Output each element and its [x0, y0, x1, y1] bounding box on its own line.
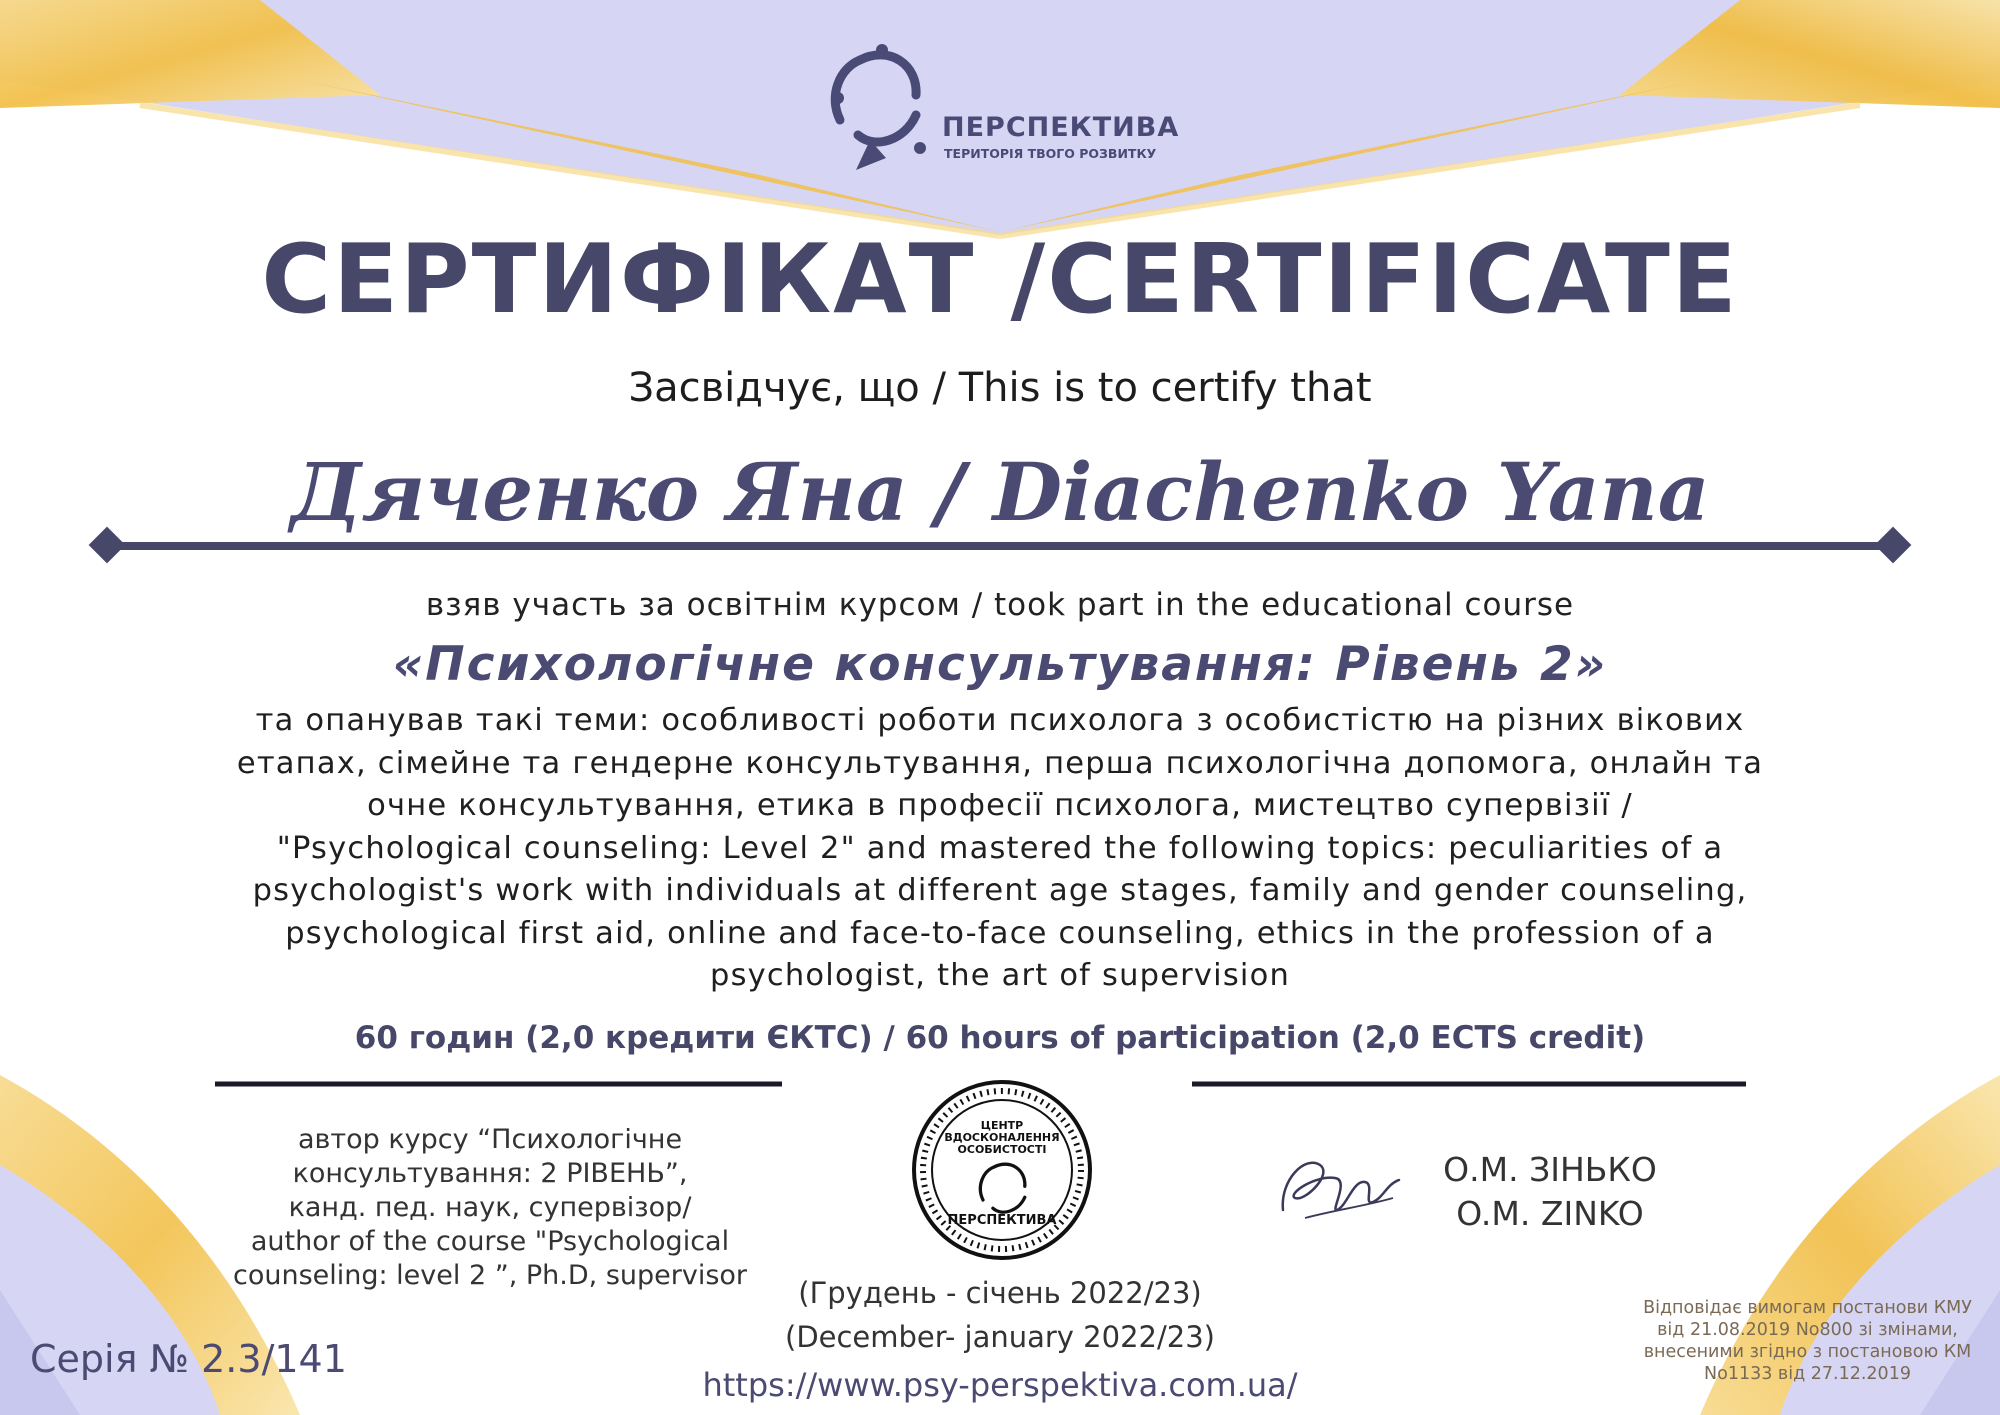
dates-line: (Грудень - січень 2022/23) — [798, 1276, 1202, 1310]
regulatory-compliance-note — [1620, 1297, 1995, 1385]
triskelion-logo-icon — [820, 40, 944, 180]
signer-line: О.М. ЗІНЬКО — [1443, 1150, 1657, 1189]
compliance-line: внесеними згідно з постановою КМ — [1643, 1342, 1972, 1362]
logo-name: ПЕРСПЕКТИВА — [942, 112, 1180, 143]
topics-line: "Psychological counseling: Level 2" and mastered the following topics: peculiarities of a — [276, 830, 1724, 866]
course-dates — [770, 1271, 1230, 1359]
dates-line: (December- january 2022/23) — [785, 1320, 1215, 1354]
author-line: author of the course "Psychological — [250, 1226, 730, 1257]
topics-line: та опанував такі теми: особливості роботи психолога з особистістю на різних вікових — [255, 703, 1745, 738]
author-line: консультування: 2 РІВЕНЬ”, — [292, 1158, 688, 1189]
official-seal — [910, 1078, 1094, 1262]
handwritten-signature — [1275, 1140, 1405, 1230]
topics-line: psychologist's work with individuals at different age stages, family and gender counseling, — [252, 873, 1748, 908]
hours-credits: 60 годин (2,0 кредити ЄКТС) / 60 hours of participation (2,0 ECTS credit) — [354, 1020, 1646, 1056]
author-line: канд. пед. наук, супервізор/ — [288, 1192, 692, 1223]
topics-line: psychologist, the art of supervision — [710, 958, 1290, 993]
signer-line: O.M. ZINKO — [1456, 1194, 1644, 1233]
certificate-series-number: Серія № 2.3/141 — [30, 1337, 347, 1381]
author-line: counseling: level 2 ”, Ph.D, supervisor — [232, 1260, 748, 1291]
signer-name — [1400, 1148, 1700, 1236]
compliance-line: Відповідає вимогам постанови КМУ — [1643, 1298, 1972, 1318]
certificate-title: СЕРТИФІКАТ /CERTIFICATE — [261, 225, 1739, 335]
seal-text-line: ВДОСКОНАЛЕННЯ — [944, 1131, 1060, 1144]
topics-description — [200, 700, 1800, 998]
topics-line: етапах, сімейне та гендерне консультування, перша психологічна допомога, онлайн та — [236, 745, 1764, 781]
seal-ring-icon — [910, 1078, 1094, 1262]
seal-text-line: ОСОБИСТОСТІ — [957, 1143, 1047, 1156]
certify-text: Засвідчує, що / This is to certify that — [628, 365, 1372, 411]
compliance-line: No1133 від 27.12.2019 — [1704, 1364, 1911, 1384]
compliance-line: від 21.08.2019 No800 зі змінами, — [1657, 1320, 1958, 1340]
seal-text-line: ЦЕНТР — [980, 1119, 1024, 1132]
course-name: «Психологічне консультування: Рівень 2» — [392, 637, 1608, 692]
topics-line: psychological first aid, online and face-to-face counseling, ethics in the profession of a — [285, 915, 1715, 951]
topics-line: очне консультування, етика в професії психолога, мистецтво супервізії / — [367, 788, 1633, 823]
recipient-name: Дяченко Яна / Diachenko Yana — [290, 445, 1710, 539]
participation-text: взяв участь за освітнім курсом / took part in the educational course — [425, 587, 1575, 623]
course-author-info — [230, 1123, 750, 1293]
seal-bottom-text: ПЕРСПЕКТИВА — [947, 1213, 1057, 1228]
logo-tagline: ТЕРИТОРІЯ ТВОГО РОЗВИТКУ — [944, 146, 1157, 161]
organization-logo — [820, 40, 1180, 180]
author-line: автор курсу “Психологічне — [297, 1124, 683, 1155]
seal-top-text — [910, 1120, 1094, 1156]
website-url: https://www.psy-perspektiva.com.ua/ — [702, 1366, 1298, 1404]
